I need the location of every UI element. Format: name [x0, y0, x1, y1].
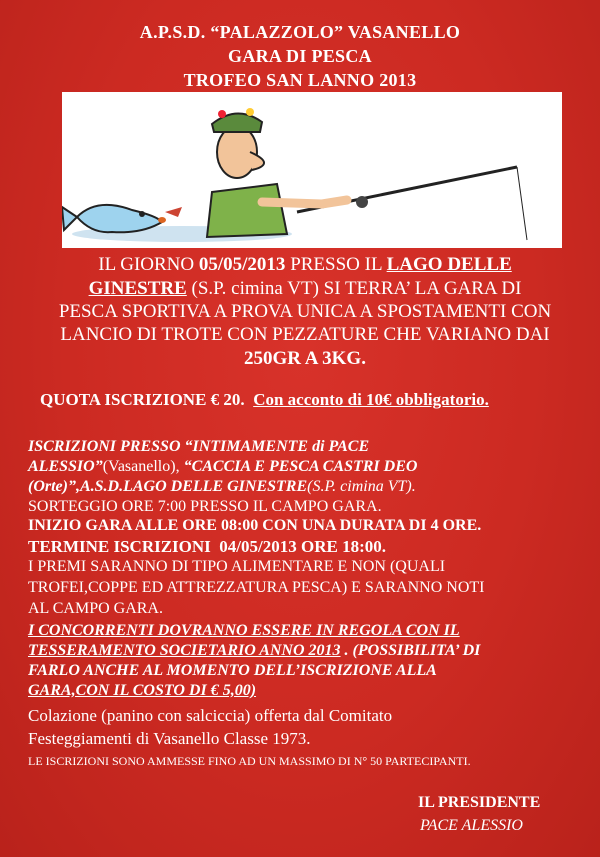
rules-line-4: GARA,CON IL COSTO DI € 5,00)	[28, 682, 257, 699]
prizes-line-1: I PREMI SARANNO DI TIPO ALIMENTARE E NON (QUALI	[28, 558, 446, 575]
rules-line-2: TESSERAMENTO SOCIETARIO ANNO 2013 . (POSSIBILITA’ DI	[28, 642, 481, 659]
event-title: GARA DI PESCA	[228, 46, 372, 66]
organizer-title: A.P.S.D. “PALAZZOLO” VASANELLO	[139, 22, 461, 42]
registration-deadline: TERMINE ISCRIZIONI 04/05/2013 ORE 18:00.	[28, 537, 386, 556]
registration-line-3: (Orte)”,A.S.D.LAGO DELLE GINESTRE(S.P. cimina VT).	[28, 478, 416, 495]
breakfast-line-2: Festeggiamenti di Vasanello Classe 1973.	[28, 729, 311, 748]
announcement-line-5: 250GR A 3KG.	[244, 348, 366, 369]
announcement-line-3: PESCA SPORTIVA A PROVA UNICA A SPOSTAMENTI CON	[58, 301, 552, 322]
fish-tail	[62, 207, 77, 230]
fisherman-nose	[250, 152, 264, 170]
participant-limit: LE ISCRIZIONI SONO AMMESSE FINO AD UN MASSIMO DI N° 50 PARTECIPANTI.	[28, 754, 471, 768]
president-title: IL PRESIDENTE	[418, 794, 541, 811]
breakfast-line-1: Colazione (panino con salciccia) offerta dal Comitato	[28, 706, 393, 725]
fisherman-arm	[262, 200, 347, 204]
registration-fee: QUOTA ISCRIZIONE € 20. Con acconto di 10€ obbligatorio.	[40, 390, 489, 409]
trophy-title: TROFEO SAN LANNO 2013	[183, 70, 417, 90]
president-name: PACE ALESSIO	[420, 817, 523, 834]
reel	[356, 196, 368, 208]
registration-line-1: ISCRIZIONI PRESSO “INTIMAMENTE di PACE	[28, 438, 370, 455]
fisherman-vest	[207, 184, 287, 237]
fish-lip	[158, 217, 166, 223]
fishing-line	[517, 167, 527, 240]
announcement-line-4: LANCIO DI TROTE CON PEZZATURE CHE VARIANO DAI	[60, 324, 550, 345]
registration-line-2: ALESSIO”(Vasanello), “CACCIA E PESCA CASTRI DEO	[28, 458, 418, 475]
fish-eye	[139, 211, 145, 217]
fish-lure	[165, 207, 182, 217]
start-time: INIZIO GARA ALLE ORE 08:00 CON UNA DURATA DI 4 ORE.	[28, 517, 482, 534]
announcement-line-2: GINESTRE (S.P. cimina VT) SI TERRA’ LA GARA DI	[88, 278, 522, 299]
fisherman-illustration	[62, 92, 562, 248]
announcement-line-1: IL GIORNO 05/05/2013 PRESSO IL LAGO DELLE	[98, 254, 512, 275]
hat-lure-icon	[246, 108, 254, 116]
fish	[77, 205, 162, 232]
hat-lure-icon	[218, 110, 226, 118]
draw-time: SORTEGGIO ORE 7:00 PRESSO IL CAMPO GARA.	[28, 498, 382, 515]
prizes-line-3: AL CAMPO GARA.	[28, 600, 163, 617]
prizes-line-2: TROFEI,COPPE ED ATTREZZATURA PESCA) E SARANNO NOTI	[28, 579, 485, 596]
rules-line-1: I CONCORRENTI DOVRANNO ESSERE IN REGOLA CON IL	[28, 622, 460, 639]
rules-line-3: FARLO ANCHE AL MOMENTO DELL’ISCRIZIONE ALLA	[28, 662, 437, 679]
